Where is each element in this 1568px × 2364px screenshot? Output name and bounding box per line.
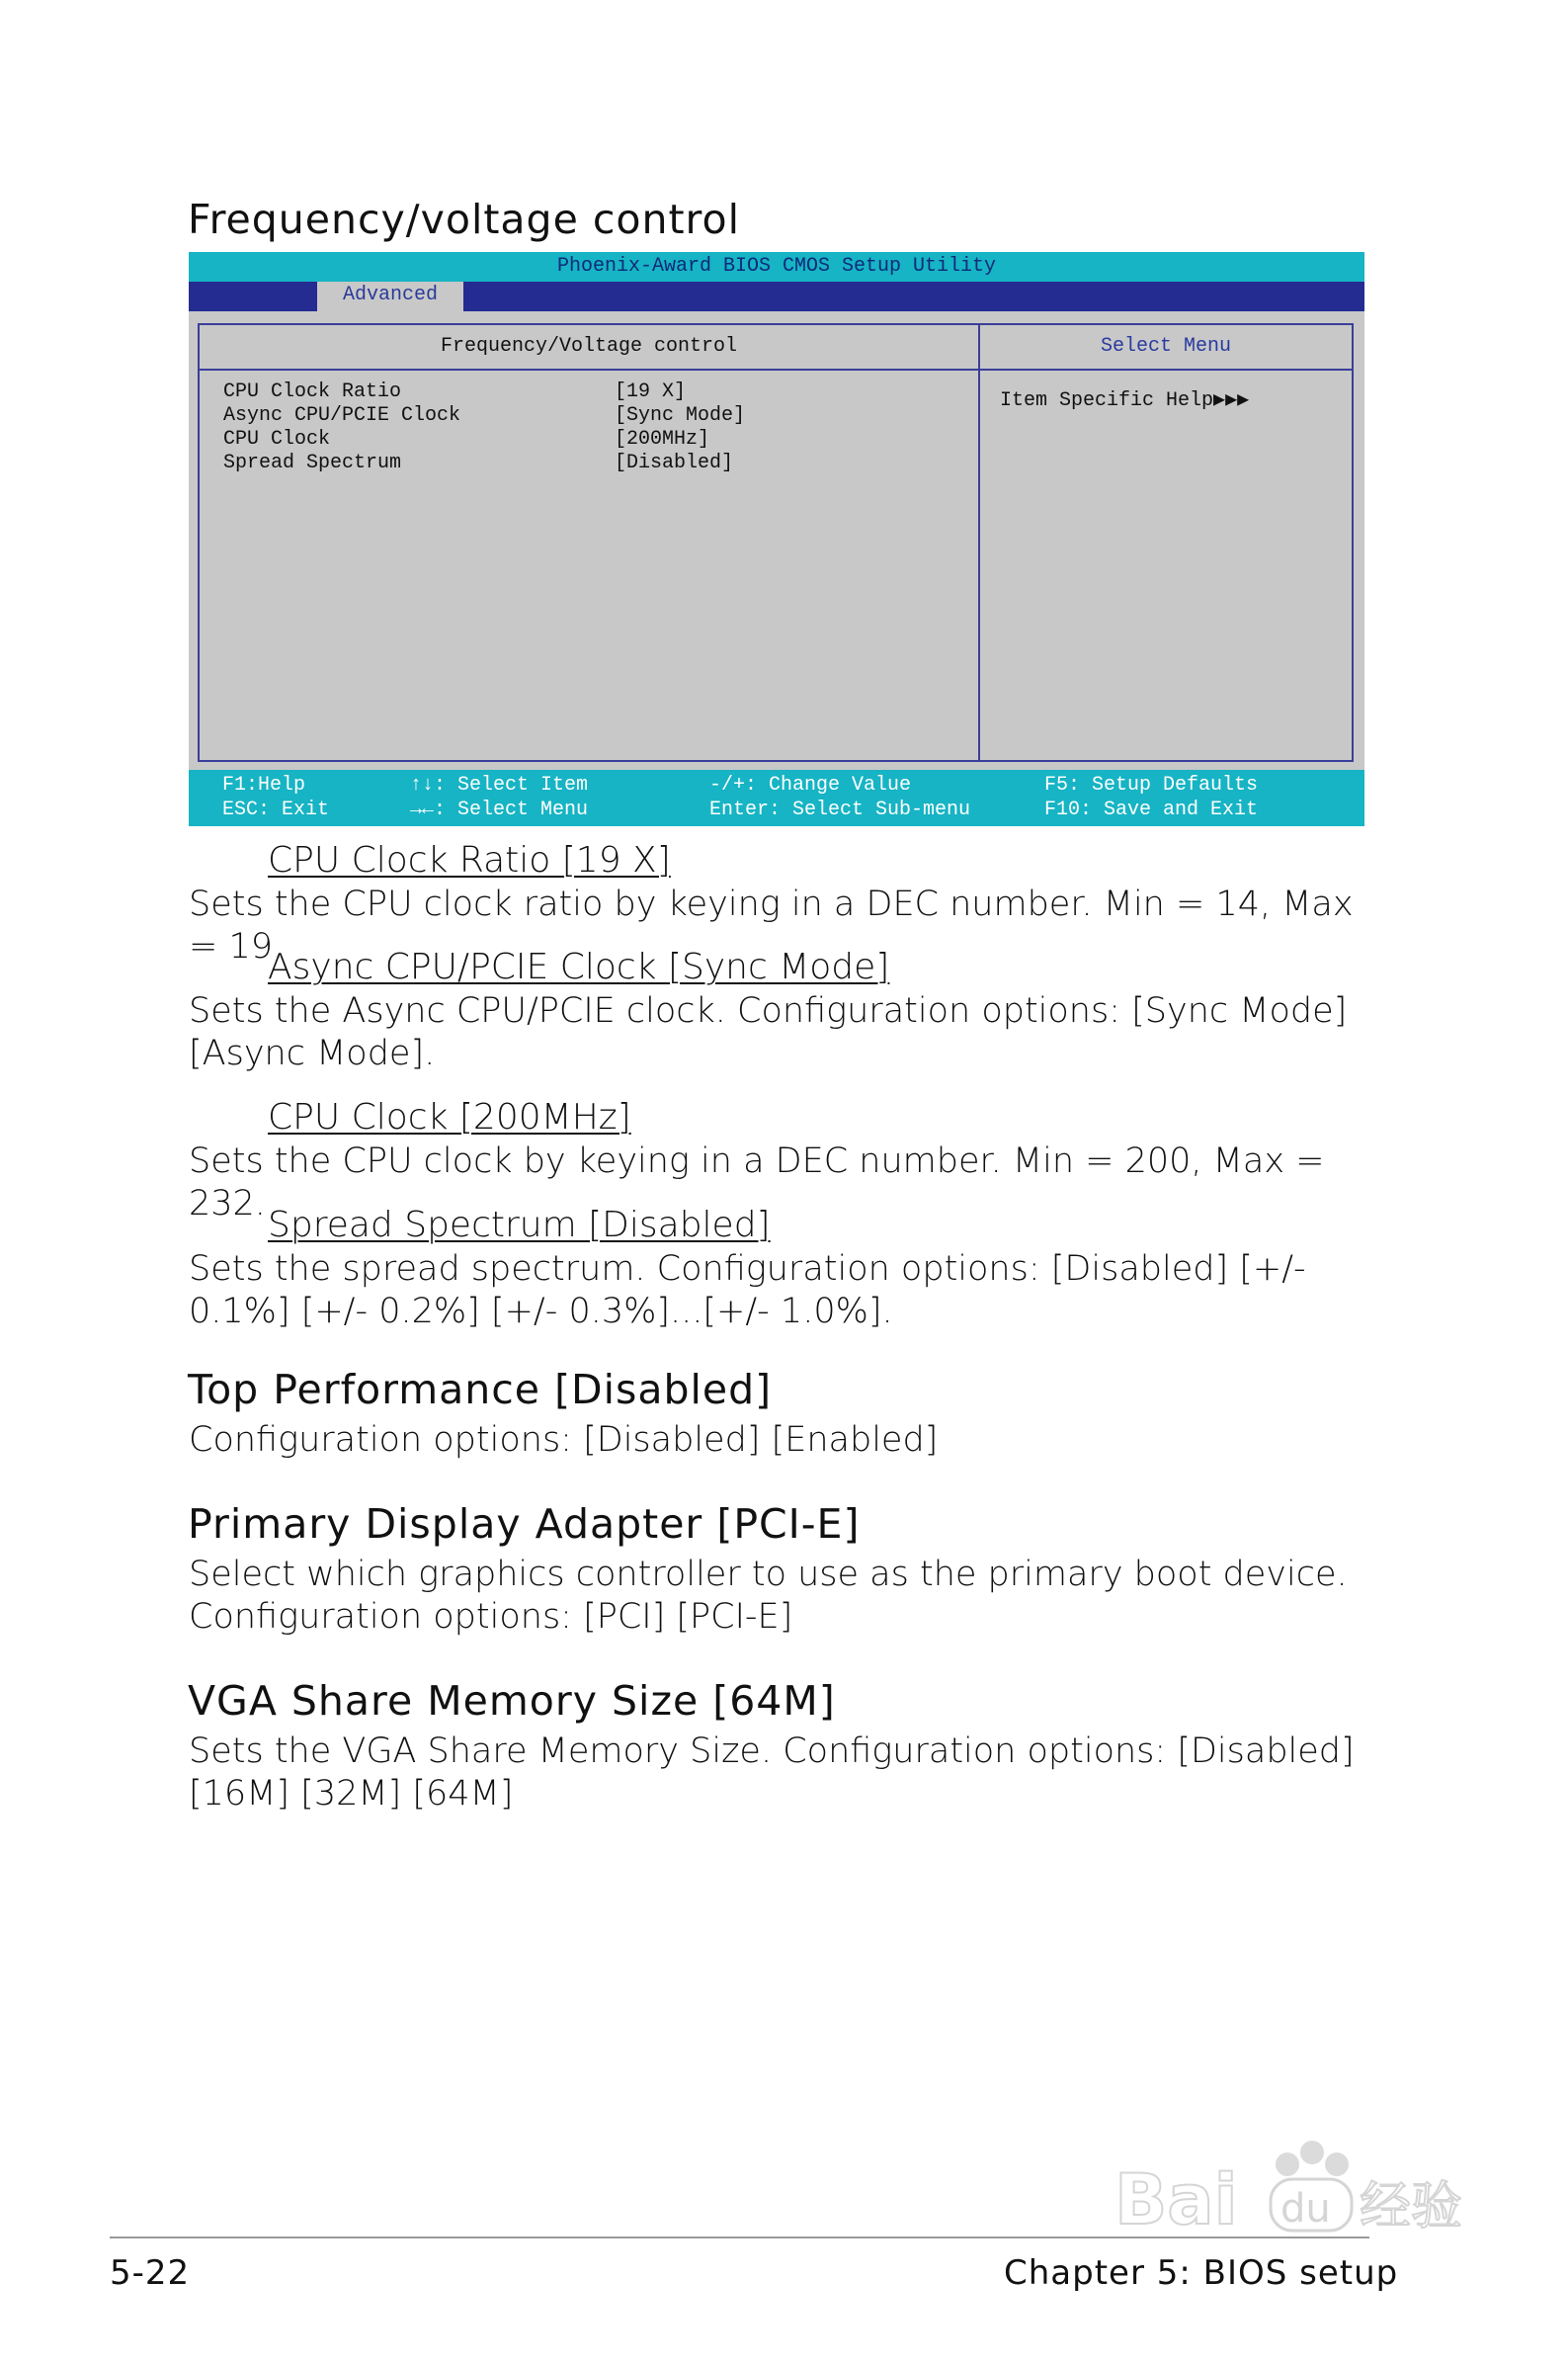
section-text: Sets the VGA Share Memory Size. Configuration options: [Disabled] [16M] [32M] [64M] [189, 1731, 1355, 1814]
item-heading: CPU Clock [200MHz] [268, 1097, 631, 1138]
bios-help-text: Item Specific Help▶▶▶ [1000, 389, 1250, 412]
bios-item-label: Async CPU/PCIE Clock [223, 404, 461, 427]
bios-item-label: CPU Clock [223, 428, 331, 451]
item-heading: CPU Clock Ratio [19 X] [268, 840, 671, 881]
bios-settings-panel [198, 323, 980, 762]
bios-help-title: Select Menu [980, 325, 1352, 371]
item-heading: Spread Spectrum [Disabled] [268, 1205, 771, 1245]
bios-key-legend [189, 770, 1364, 826]
item-description: Sets the Async CPU/PCIE clock. Configuration options: [Sync Mode] [Async Mode]. [189, 991, 1348, 1073]
key-select-item: ↑↓: Select Item [410, 774, 589, 797]
section-heading: Top Performance [Disabled] [188, 1366, 773, 1413]
key-save-exit: F10: Save and Exit [1044, 799, 1259, 821]
bios-item-label: Spread Spectrum [223, 452, 402, 474]
item-description: Sets the spread spectrum. Configuration options: [Disabled] [+/- 0.1%] [+/- 0.2%] [+/- 0.3%]...[+/- 1.0%]. [189, 1249, 1306, 1331]
key-esc-exit: ESC: Exit [222, 799, 330, 821]
bios-item-value[interactable]: [200MHz] [615, 428, 710, 451]
bios-item-label: CPU Clock Ratio [223, 380, 402, 403]
svg-text:Bai: Bai [1114, 2159, 1238, 2240]
section-heading: VGA Share Memory Size [64M] [188, 1677, 836, 1725]
page-number: 5-22 [110, 2253, 191, 2293]
key-select-submenu: Enter: Select Sub-menu [709, 799, 971, 821]
item-heading: Async CPU/PCIE Clock [Sync Mode] [268, 947, 890, 987]
bios-help-panel [978, 323, 1354, 762]
bios-menu-bar [189, 282, 1364, 311]
section-text: Select which graphics controller to use as the primary boot device. Configuration options: [PCI] [PCI-E] [189, 1555, 1348, 1637]
bios-item-value[interactable]: [Disabled] [615, 452, 734, 474]
bios-panel-title: Frequency/Voltage control [200, 325, 978, 371]
section-heading: Primary Display Adapter [PCI-E] [188, 1500, 861, 1548]
item-description: Sets the CPU clock ratio by keying in a DEC number. Min = 14, Max = 19. [189, 885, 1354, 967]
key-setup-defaults: F5: Setup Defaults [1044, 774, 1259, 797]
bios-screen [189, 252, 1364, 826]
key-f1-help: F1:Help [222, 774, 306, 797]
bios-item-value[interactable]: [19 X] [615, 380, 687, 403]
svg-text:经验: 经验 [1360, 2177, 1463, 2237]
tab-advanced[interactable]: Advanced [317, 282, 463, 311]
section-title: Frequency/voltage control [188, 196, 740, 243]
baidu-watermark-logo [1105, 2125, 1480, 2283]
chapter-label: Chapter 5: BIOS setup [1004, 2253, 1399, 2293]
svg-text:du: du [1280, 2186, 1331, 2232]
item-description: Sets the CPU clock by keying in a DEC number. Min = 200, Max = 232. [189, 1141, 1325, 1224]
bios-title-bar: Phoenix-Award BIOS CMOS Setup Utility [189, 252, 1364, 282]
bios-item-value[interactable]: [Sync Mode] [615, 404, 746, 427]
key-change-value: -/+: Change Value [709, 774, 912, 797]
section-text: Configuration options: [Disabled] [Enabled] [189, 1420, 939, 1460]
key-select-menu: →←: Select Menu [410, 799, 589, 821]
